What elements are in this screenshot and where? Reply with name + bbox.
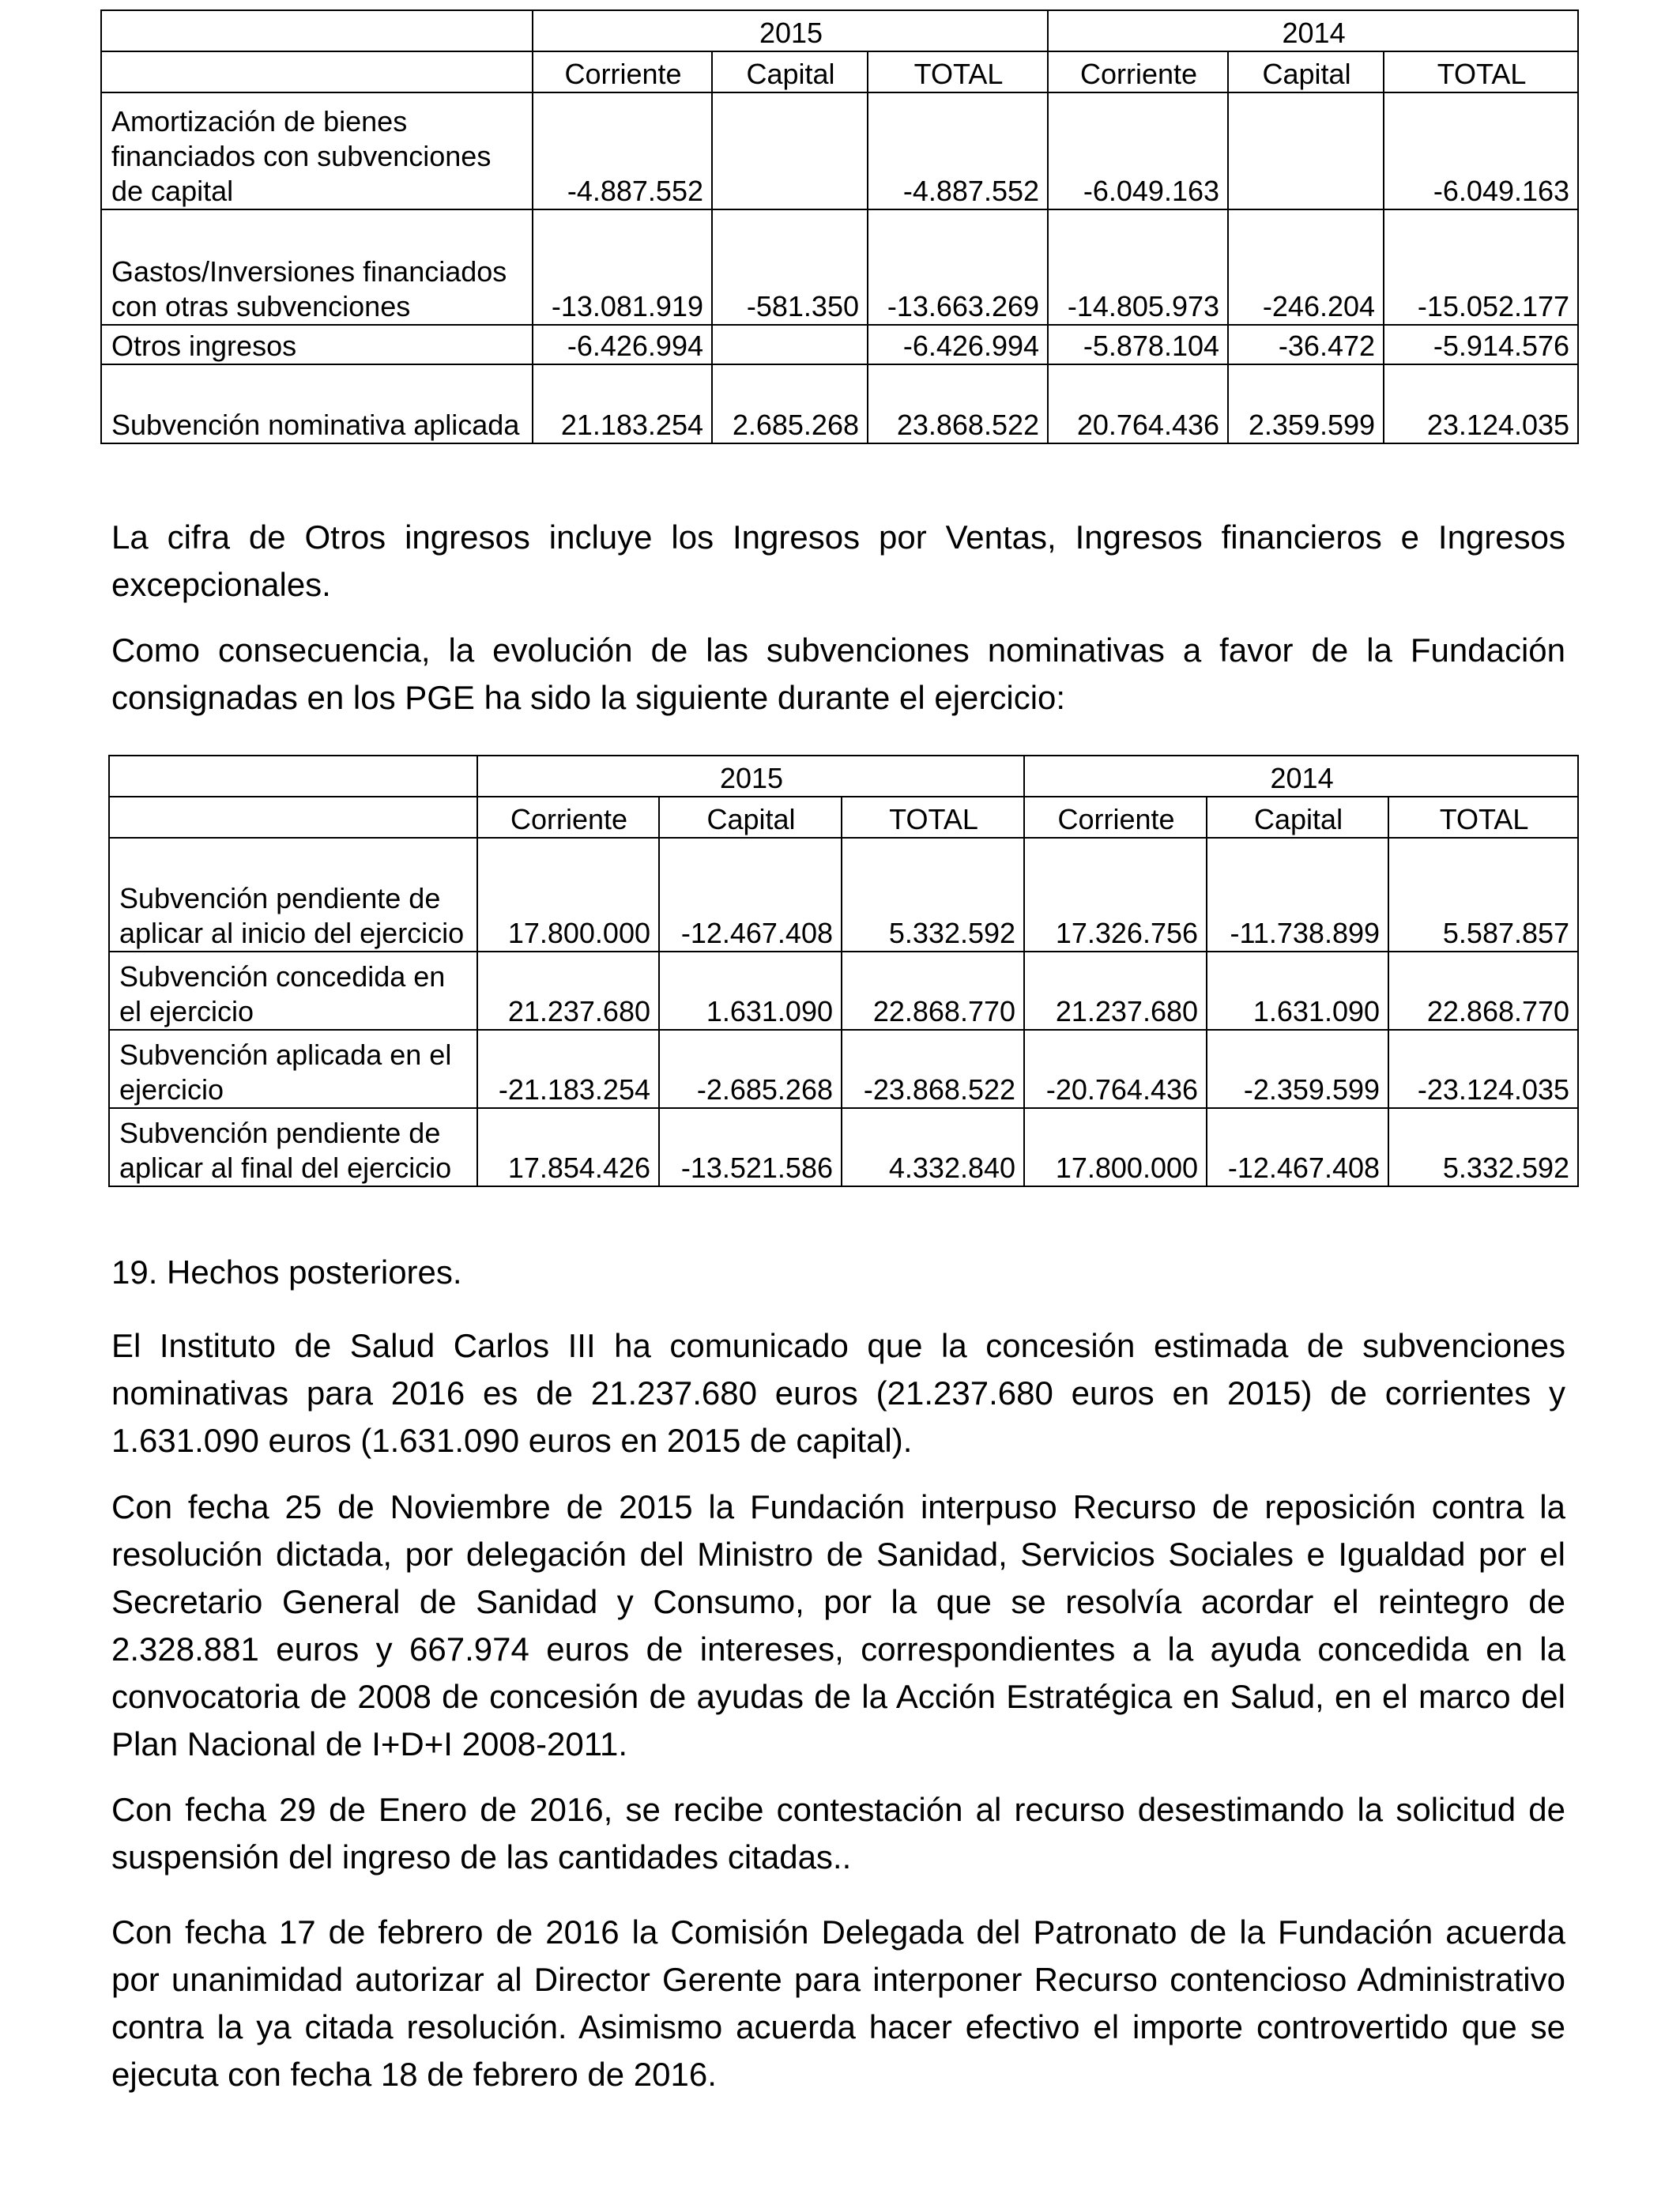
column-header: TOTAL xyxy=(868,51,1048,92)
table-cell: -11.738.899 xyxy=(1207,838,1388,952)
table-cell: 1.631.090 xyxy=(659,952,842,1030)
section-heading: 19. Hechos posteriores. xyxy=(111,1253,462,1291)
header-empty-cell xyxy=(101,51,533,92)
table-cell: -6.049.163 xyxy=(1384,92,1578,209)
header-empty-cell xyxy=(101,10,533,51)
table-cell xyxy=(1228,92,1384,209)
column-header: TOTAL xyxy=(1384,51,1578,92)
table-cell: 23.868.522 xyxy=(868,364,1048,443)
year-header: 2015 xyxy=(533,10,1048,51)
table-row xyxy=(101,92,1578,209)
table-header-columns xyxy=(101,51,1578,92)
table-cell: -21.183.254 xyxy=(477,1030,659,1108)
table-cell: -2.685.268 xyxy=(659,1030,842,1108)
table-cell: 21.183.254 xyxy=(533,364,712,443)
row-label: Subvención concedida en el ejercicio xyxy=(109,952,477,1030)
table-cell: -12.467.408 xyxy=(1207,1108,1388,1186)
year-header: 2014 xyxy=(1048,10,1578,51)
table-cell: 5.332.592 xyxy=(1388,1108,1578,1186)
row-label: Subvención aplicada en el ejercicio xyxy=(109,1030,477,1108)
row-label: Amortización de bienes financiados con subvenciones de capital xyxy=(101,92,533,209)
row-label: Gastos/Inversiones financiados con otras subvenciones xyxy=(101,209,533,325)
table-cell: 2.359.599 xyxy=(1228,364,1384,443)
table-row xyxy=(101,209,1578,325)
table-cell: -4.887.552 xyxy=(868,92,1048,209)
column-header: Corriente xyxy=(477,797,659,838)
column-header: Capital xyxy=(712,51,868,92)
column-header: Capital xyxy=(659,797,842,838)
table-cell xyxy=(712,325,868,364)
paragraph-recurso: Con fecha 25 de Noviembre de 2015 la Fundación interpuso Recurso de reposición contra la resolución dictada, por delegación del Ministro de Sanidad, Servicios Sociales e Igualdad por el Secretario General de Sanidad y Consumo, por la que se resolvía acordar el reintegro de 2.328.881 euros y 667.974 euros de intereses, correspondientes a la ayuda concedida en la convocatoria de 2008 de concesión de ayudas de la Acción Estratégica en Salud, en el marco del Plan Nacional de I+D+I 2008-2011. xyxy=(111,1488,1565,1762)
table-cell: 21.237.680 xyxy=(477,952,659,1030)
table-cell: 2.685.268 xyxy=(712,364,868,443)
header-empty-cell xyxy=(109,756,477,797)
table-cell: 17.854.426 xyxy=(477,1108,659,1186)
table-row xyxy=(109,1030,1578,1108)
evolucion-subvenciones-table xyxy=(108,755,1579,1187)
table-cell: -13.521.586 xyxy=(659,1108,842,1186)
table-cell: -15.052.177 xyxy=(1384,209,1578,325)
paragraph-consecuencia: Como consecuencia, la evolución de las subvenciones nominativas a favor de la Fundación consignadas en los PGE ha sido la siguiente durante el ejercicio: xyxy=(111,631,1565,716)
table-header-columns xyxy=(109,797,1578,838)
column-header: Capital xyxy=(1207,797,1388,838)
table-cell: 5.332.592 xyxy=(842,838,1024,952)
paragraph-instituto: El Instituto de Salud Carlos III ha comunicado que la concesión estimada de subvenciones nominativas para 2016 es de 21.237.680 euros (21.237.680 euros en 2015) de corrientes y 1.631.090 euros (1.631.090 euros en 2015 de capital). xyxy=(111,1327,1565,1459)
paragraph-comision: Con fecha 17 de febrero de 2016 la Comisión Delegada del Patronato de la Fundación acuerda por unanimidad autorizar al Director Gerente para interponer Recurso contencioso Administrativo contra la ya citada resolución. Asimismo acuerda hacer efectivo el importe controvertido que se ejecuta con fecha 18 de febrero de 2016. xyxy=(111,1913,1565,2093)
table-cell: -246.204 xyxy=(1228,209,1384,325)
column-header: Capital xyxy=(1228,51,1384,92)
table-cell: 22.868.770 xyxy=(1388,952,1578,1030)
table-cell: 23.124.035 xyxy=(1384,364,1578,443)
row-label: Subvención nominativa aplicada xyxy=(101,364,533,443)
table-row xyxy=(109,952,1578,1030)
table-row xyxy=(101,364,1578,443)
table-header-years xyxy=(109,756,1578,797)
table-cell: 17.326.756 xyxy=(1024,838,1207,952)
table-cell: 20.764.436 xyxy=(1048,364,1228,443)
column-header: TOTAL xyxy=(842,797,1024,838)
column-header: TOTAL xyxy=(1388,797,1578,838)
table-cell: -12.467.408 xyxy=(659,838,842,952)
table-row xyxy=(109,838,1578,952)
table-cell: -5.878.104 xyxy=(1048,325,1228,364)
table-row xyxy=(109,1108,1578,1186)
table-cell: -36.472 xyxy=(1228,325,1384,364)
paragraph-contestacion: Con fecha 29 de Enero de 2016, se recibe contestación al recurso desestimando la solicitud de suspensión del ingreso de las cantidades citadas.. xyxy=(111,1791,1565,1875)
table-cell: -581.350 xyxy=(712,209,868,325)
table-cell: -6.049.163 xyxy=(1048,92,1228,209)
table-cell: 17.800.000 xyxy=(477,838,659,952)
table-cell: -13.081.919 xyxy=(533,209,712,325)
table-cell: -23.868.522 xyxy=(842,1030,1024,1108)
table-cell: -6.426.994 xyxy=(533,325,712,364)
table-cell: 22.868.770 xyxy=(842,952,1024,1030)
table-cell: -13.663.269 xyxy=(868,209,1048,325)
table-cell: 4.332.840 xyxy=(842,1108,1024,1186)
table-cell xyxy=(712,92,868,209)
column-header: Corriente xyxy=(533,51,712,92)
table-header-years xyxy=(101,10,1578,51)
paragraph-otros-ingresos: La cifra de Otros ingresos incluye los Ingresos por Ventas, Ingresos financieros e Ingresos excepcionales. xyxy=(111,518,1565,603)
table-cell: -14.805.973 xyxy=(1048,209,1228,325)
table-cell: -6.426.994 xyxy=(868,325,1048,364)
row-label: Subvención pendiente de aplicar al inicio del ejercicio xyxy=(109,838,477,952)
year-header: 2015 xyxy=(477,756,1024,797)
header-empty-cell xyxy=(109,797,477,838)
table-cell: -2.359.599 xyxy=(1207,1030,1388,1108)
table-cell: 21.237.680 xyxy=(1024,952,1207,1030)
row-label: Subvención pendiente de aplicar al final del ejercicio xyxy=(109,1108,477,1186)
year-header: 2014 xyxy=(1024,756,1578,797)
column-header: Corriente xyxy=(1048,51,1228,92)
imputacion-subvenciones-table xyxy=(100,9,1579,444)
table-cell: 1.631.090 xyxy=(1207,952,1388,1030)
table-cell: 17.800.000 xyxy=(1024,1108,1207,1186)
row-label: Otros ingresos xyxy=(101,325,533,364)
table-row xyxy=(101,325,1578,364)
table-cell: -5.914.576 xyxy=(1384,325,1578,364)
column-header: Corriente xyxy=(1024,797,1207,838)
table-cell: -4.887.552 xyxy=(533,92,712,209)
table-cell: 5.587.857 xyxy=(1388,838,1578,952)
table-cell: -23.124.035 xyxy=(1388,1030,1578,1108)
table-cell: -20.764.436 xyxy=(1024,1030,1207,1108)
